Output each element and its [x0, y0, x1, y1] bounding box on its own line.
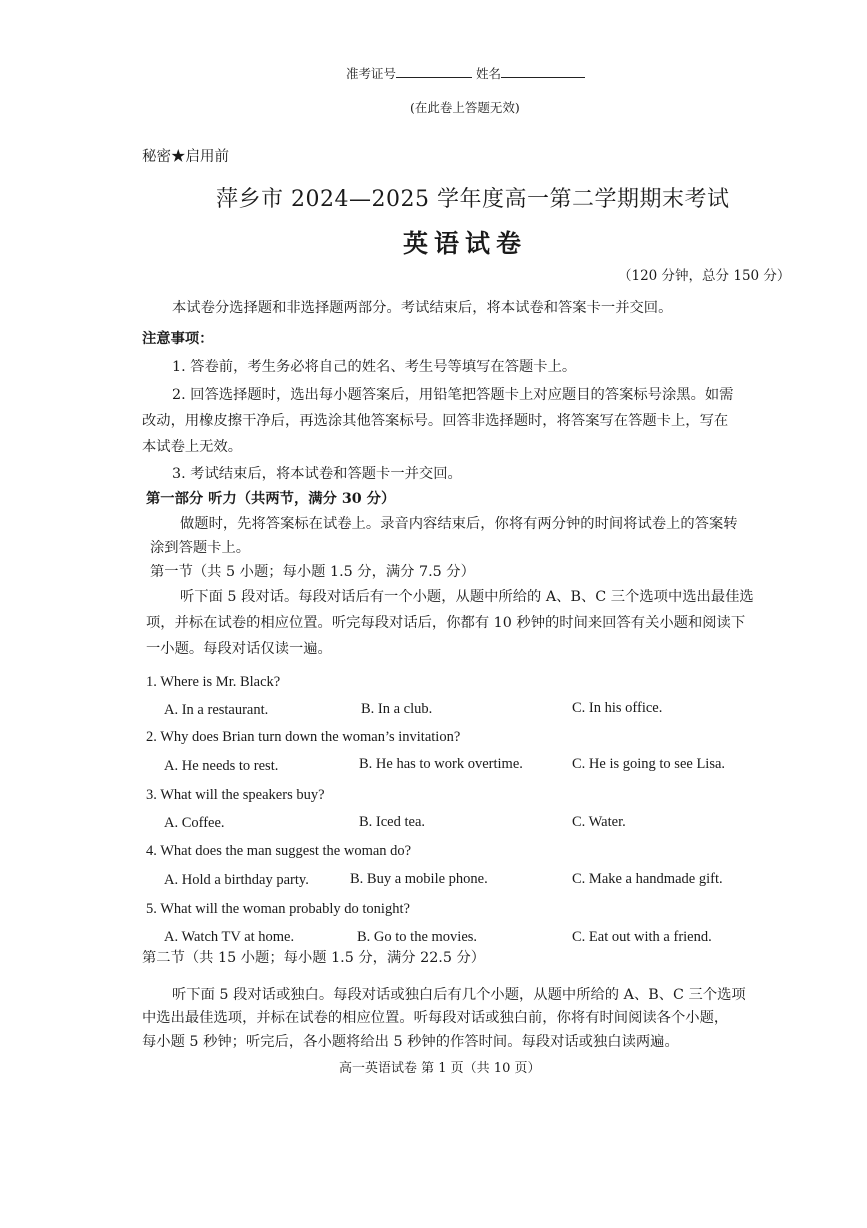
- note-item-2-line-3: 本试卷上无效。: [142, 439, 243, 455]
- confidential-mark: 秘密★启用前: [142, 149, 229, 165]
- question-2-option-a: A. He needs to rest.: [164, 758, 279, 774]
- question-2-option-b: B. He has to work overtime.: [359, 756, 523, 772]
- section2-instr-line-2: 中选出最佳选项，并标在试卷的相应位置。听每段对话或独白前，你将有时间阅读各个小题，: [142, 1010, 729, 1026]
- header-fields: [346, 64, 585, 82]
- exam-title: 萍乡市 2024—2025 学年度高一第二学期期末考试: [216, 187, 730, 212]
- question-4: 4. What does the man suggest the woman do?: [146, 843, 412, 859]
- section1-instr-line-2: 项，并标在试卷的相应位置。听完每段对话后，你都有 10 秒钟的时间来回答有关小题和阅读下: [146, 615, 746, 631]
- section2-instr-line-3: 每小题 5 秒钟；听完后，各小题将给出 5 秒钟的作答时间。每段对话或独白读两遍。: [142, 1034, 679, 1050]
- question-4-option-c: C. Make a handmade gift.: [572, 871, 723, 887]
- question-3-option-c: C. Water.: [572, 814, 626, 830]
- section1-instr-line-3: 一小题。每段对话仅读一遍。: [146, 641, 332, 657]
- exam-id-label: 准考证号: [346, 66, 397, 81]
- part1-instr-line-1: 做题时，先将答案标在试卷上。录音内容结束后，你将有两分钟的时间将试卷上的答案转: [180, 516, 738, 532]
- question-3-option-a: A. Coffee.: [164, 815, 225, 831]
- section1-instr-line-1: 听下面 5 段对话。每段对话后有一个小题，从题中所给的 A、B、C 三个选项中选出最佳选: [180, 589, 754, 605]
- question-5-option-b: B. Go to the movies.: [357, 929, 478, 945]
- time-score-note: （120 分钟，总分 150 分）: [618, 268, 791, 284]
- name-label: 姓名: [476, 66, 502, 81]
- question-1: 1. Where is Mr. Black?: [146, 674, 281, 690]
- question-1-option-c: C. In his office.: [572, 700, 663, 716]
- section2-instr-line-1: 听下面 5 段对话或独白。每段对话或独白后有几个小题，从题中所给的 A、B、C 三个选项: [172, 987, 746, 1003]
- note-item-1: 1. 答卷前，考生务必将自己的姓名、考生号等填写在答题卡上。: [172, 359, 577, 375]
- question-4-option-a: A. Hold a birthday party.: [164, 872, 309, 888]
- note-item-3: 3. 考试结束后，将本试卷和答题卡一并交回。: [172, 466, 462, 482]
- section2-heading: 第二节（共 15 小题；每小题 1.5 分，满分 22.5 分）: [142, 950, 486, 966]
- exam-id-blank: [396, 65, 472, 78]
- question-2: 2. Why does Brian turn down the woman’s invitation?: [146, 729, 461, 745]
- question-1-option-b: B. In a club.: [361, 701, 433, 717]
- question-2-option-c: C. He is going to see Lisa.: [572, 756, 726, 772]
- part1-heading: 第一部分 听力（共两节，满分 30 分）: [146, 491, 396, 507]
- question-5-option-c: C. Eat out with a friend.: [572, 929, 712, 945]
- question-5: 5. What will the woman probably do tonight?: [146, 901, 410, 917]
- note-item-2-line-2: 改动，用橡皮擦干净后，再选涂其他答案标号。回答非选择题时，将答案写在答题卡上，写在: [142, 413, 729, 429]
- question-4-option-b: B. Buy a mobile phone.: [350, 871, 488, 887]
- question-5-option-a: A. Watch TV at home.: [164, 929, 295, 945]
- question-3-option-b: B. Iced tea.: [359, 814, 426, 830]
- part1-instr-line-2: 涂到答题卡上。: [150, 540, 251, 556]
- question-3: 3. What will the speakers buy?: [146, 787, 325, 803]
- intro-text: 本试卷分选择题和非选择题两部分。考试结束后，将本试卷和答案卡一并交回。: [172, 300, 673, 316]
- subject-title: 英语试卷: [403, 229, 528, 258]
- section1-heading: 第一节（共 5 小题；每小题 1.5 分，满分 7.5 分）: [150, 564, 475, 580]
- invalid-note: (在此卷上答题无效): [410, 100, 520, 115]
- notes-heading: 注意事项：: [142, 331, 214, 347]
- question-1-option-a: A. In a restaurant.: [164, 702, 269, 718]
- page-footer: 高一英语试卷 第 1 页（共 10 页）: [339, 1061, 541, 1076]
- note-item-2-line-1: 2. 回答选择题时，选出每小题答案后，用铅笔把答题卡上对应题目的答案标号涂黑。如需: [172, 387, 734, 403]
- name-blank: [501, 65, 585, 78]
